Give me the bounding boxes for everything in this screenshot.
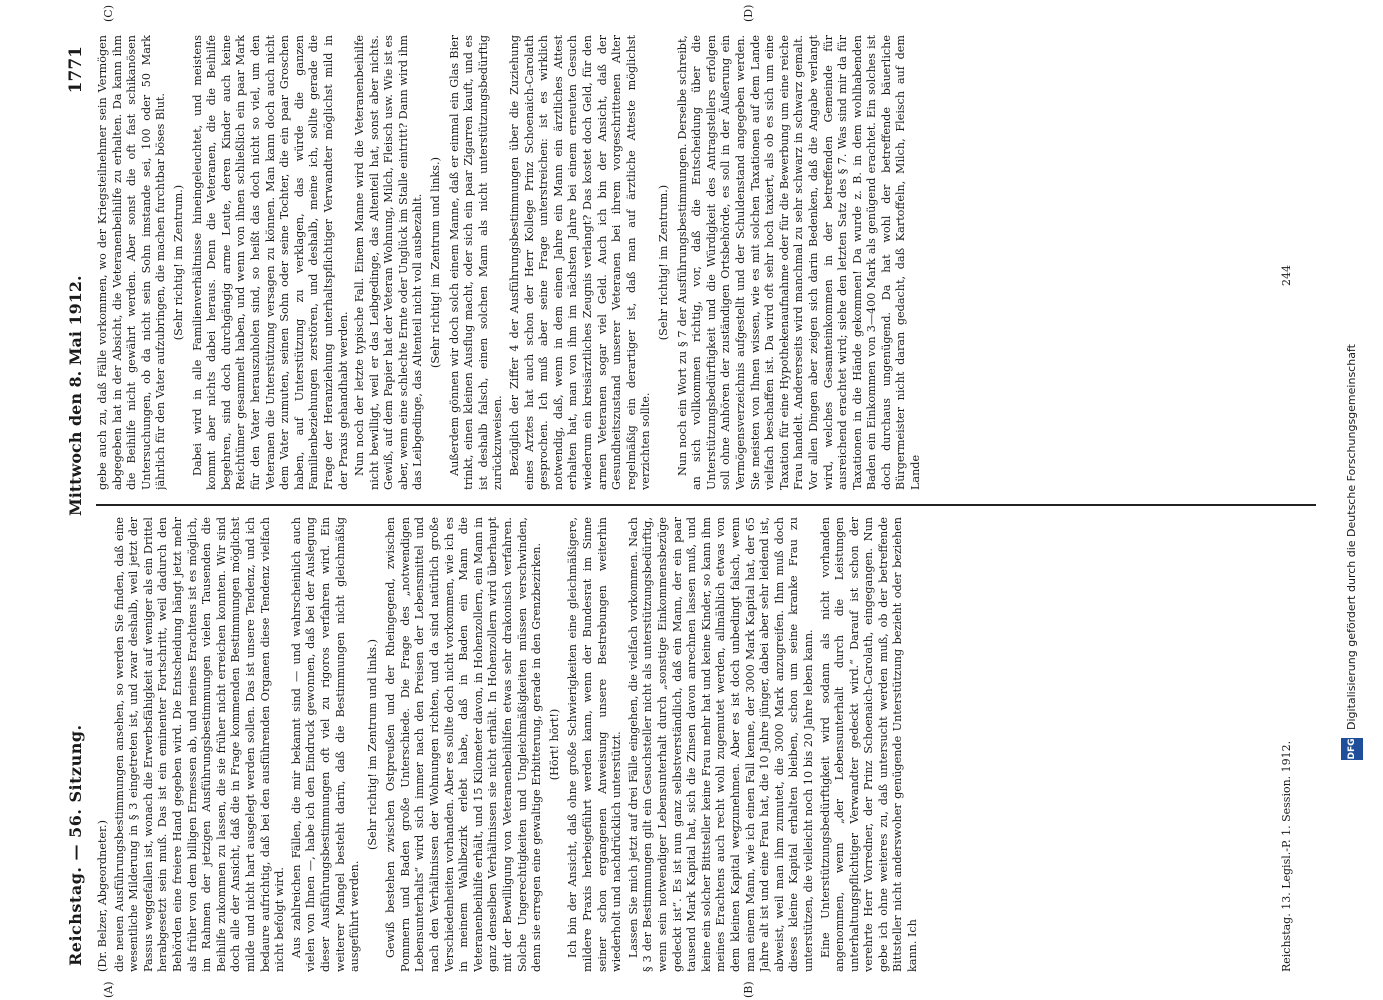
left-column [96, 517, 1276, 972]
dfg-logo-icon: DFG [1341, 738, 1363, 760]
left-paragraph: Lassen Sie mich jetzt auf drei Fälle eingehen, die vielfach vorkommen. Nach § 3 der Bestimmungen gilt ein Gesuchsteller nicht als unterstützungsbedürftig, wenn sein notwendiger Lebensunterhalt durch „sonstige Einkommensbezüge gedeckt ist“. Es ist nun ganz selbstverständlich, daß ein Mann, der ein paar tausend Mark Kapital hat, sich die Zinsen davon anrechnen lassen muß, und keine ein solcher Bittsteller keine Frau mehr hat und keine Kinder, so kann ihm meines Erachtens auch recht wohl zugemutet werden, allmählich etwas von dem kleinen Kapital wegzunehmen. Aber es ist doch unbedingt falsch, wenn man einem Mann, wie ich einen Fall kenne, der 3000 Mark Kapital hat, der 65 Jahre alt ist und eine Frau hat, die 10 Jahre jünger, dabei aber sehr leidend ist, abweist, weil man ihm zumutet, die 3000 Mark anzugreifen. Ihm muß doch dieses kleine Kapital erhalten bleiben, schon um seine kranke Frau zu unterstützen, die vielleicht noch 10 bis 20 Jahre leben kann. [626, 517, 815, 972]
right-paragraph: Dabei wird in alle Familienverhältnisse hineingeleuchtet, und meistens kommt aber nichts dabei heraus. Denn die Veteranen, die die Beihilfe begehren, sind doch durchgängig arme Leute, deren Kinder auch keine Reichtümer gesammelt haben, und wenn von ihnen schließlich ein paar Mark für den Vater herauszuholen sind, so heißt das doch nicht so viel, um den Veteranen die Unterstützung versagen zu können. Man kann doch auch nicht dem Vater zumuten, seinen Sohn oder seine Tochter, die ein paar Groschen haben, auf Unterstützung zu verklagen, das würde die ganzen Familienbeziehungen zerstören, und deshalb, meine ich, sollte gerade die Frage der Heranziehung unterhaltspflichtiger Verwandter möglichst mild in der Praxis gehandhabt werden. [190, 35, 350, 490]
left-paragraph: Eine Unterstützungsbedürftigkeit wird sodann als nicht vorhanden angenommen, wenn „der Lebensunterhalt durch die Leistungen unterhaltungspflichtiger Verwandter gedeckt wird.“ Darauf ist schon der verehrte Herr Vorredner, der Prinz Schoenaich-Carolath, eingegangen. Nun gebe ich ohne weiteres zu, daß untersucht werden muß, ob der betreffende Bittsteller nicht anderswoher genügende Unterstützung bezieht oder beziehen kann. Ich [818, 517, 920, 972]
interjection: (Sehr richtig! im Zentrum.) [171, 184, 185, 341]
left-paragraph: Aus zahlreichen Fällen, die mir bekannt sind — und wahrscheinlich auch vielen von Ihnen —, habe ich den Eindruck gewonnen, daß bei der Auslegung dieser Ausführungsbestimmungen oft viel zu rigoros verfahren wird. Ein weiterer Mangel besteht darin, daß die Bestimmungen nicht gleichmäßig ausgeführt werden. [289, 517, 362, 972]
left-paragraph: Gewiß bestehen zwischen Ostpreußen und der Rheingegend, zwischen Pommern und Baden große Unterschiede. Die Frage des „notwendigen Lebensunterhalts“ wird sich immer nach den Preisen der Lebensmittel und nach den Verhältnissen der Wohnungen richten, und da sind natürlich große Verschiedenheiten vorhanden. Aber es sollte doch nicht vorkommen, wie ich es in meinem Wahlbezirk erlebt habe, daß in Baden ein Mann die Veteranenbeihilfe erhält, und 15 Kilometer davon, in Hohenzollern, ein Mann in ganz denselben Verhältnissen sie nicht erhält. In Hohenzollern wird überhaupt mit der Bewilligung von Veteranenbeihilfen etwas sehr drakonisch verfahren. Solche Ungerechtigkeiten und Ungleichmäßigkeiten müssen verschwinden, denn sie erregen eine gewaltige Erbitterung, gerade in den Grenzbezirken. [384, 517, 544, 972]
interjection: (Sehr richtig! im Zentrum und links.) [365, 639, 379, 850]
page-number: 1771 [66, 46, 86, 94]
dfg-credit-text: Digitalisierung gefördert durch die Deutsche Forschungsgemeinschaft [1345, 344, 1358, 730]
newspaper-page [62, 4, 1322, 998]
dfg-credit-strip [1335, 0, 1375, 760]
right-paragraph: Bezüglich der Ziffer 4 der Ausführungsbestimmungen über die Zuziehung eines Arztes hat auch schon der Herr Kollege Prinz Schoenaich-Carolath gesprochen. Ich muß aber seine Frage unterstreichen: ist es wirklich notwendig, daß, wenn in dem einen Jahre ein Mann ein ärztliches Attest erhalten hat, man von ihm im nächsten Jahre bei einem erneuten Gesuch wiederum ein kreisärztliches Zeugnis verlangt? Das kostet doch Geld, für den armen Veteranen sogar viel Geld. Auch ich bin der Ansicht, daß der Gesundheitszustand unserer Veteranen bei ihrem vorgeschrittenen Alter regelmäßig ein derartiger ist, daß man auf ärztliche Atteste möglichst verzichten sollte. [508, 35, 653, 490]
interjection: (Hört! hört!) [547, 708, 561, 781]
right-paragraph: Außerdem gönnen wir doch solch einem Manne, daß er einmal ein Glas Bier trinkt, einen kleinen Ausflug macht, oder sich ein paar Zigarren kauft, und es ist deshalb falsch, einen solchen Mann als nicht unterstützungsbedürftig zurückzuweisen. [447, 35, 505, 490]
margin-marker-d: (D) [742, 4, 755, 22]
page-footer: Reichstag. 13. Legisl.-P. 1. Session. 1912. [1280, 740, 1293, 972]
margin-marker-c: (C) [102, 5, 115, 22]
left-paragraph: die neuen Ausführungsbestimmungen ansehen, so werden Sie finden, daß eine wesentliche Milderung in § 3 eingetreten ist, und zwar deshalb, weil jetzt der Passus weggefallen ist, wonach die Erwerbsfähigkeit auf weniger als ein Drittel herabgesetzt sein muß. Das ist ein eminenter Fortschritt, weil dadurch den Behörden eine freiere Hand gegeben wird. Die Entscheidung hängt jetzt mehr als früher von dem billigen Ermessen ab, und meines Erachtens ist es möglich, im Rahmen der jetzigen Ausführungsbestimmungen vielen Tausenden die Beihilfe zukommen zu lassen, die sie früher nicht erreichen konnten. Wir sind doch alle der Ansicht, daß die in Frage kommenden Bestimmungen möglichst milde und nicht hart ausgelegt werden sollen. Das ist unsere Tendenz, und ich bedaure aufrichtig, daß bei den ausführenden Organen diese Tendenz vielfach nicht befolgt wird. [112, 517, 287, 972]
interjection: (Sehr richtig! im Zentrum und links.) [429, 157, 443, 368]
page-header [62, 26, 90, 986]
right-paragraph: Nun noch ein Wort zu § 7 der Ausführungsbestimmungen. Derselbe schreibt, an sich vollkommen richtig, vor, daß die Entscheidung über die Unterstützungsbedürftigkeit und die Würdigkeit des Antragstellers erfolgen soll ohne Anhören der zuständigen Ortsbehörde, es soll in der Äußerung ein Vermögensverzeichnis aufgestellt und der Schuldenstand angegeben werden. Sie meisten von Ihnen wissen, wie es mit solchen Taxationen auf dem Lande vielfach beschaffen ist. Da wird oft sehr hoch taxiert, als ob es sich um eine Taxation für eine Hypothekenaufnahme oder für die Bewerbung um eine reiche Frau handelt. Andererseits wird manchmal zu sehr schwarz in schwarz gemalt. Vor allen Dingen aber zeigen sich darin Bedenken, daß die Angabe verlangt wird, welches Gesamteinkommen in der betreffenden Gemeinde für ausreichend erachtet wird; siehe den letzten Satz des § 7. Was sind mir da für Taxationen in die Hände gekommen! Da wurde z. B. in dem wohlhabenden Baden ein Einkommen von 3—400 Mark als genügend erachtet. Ein solches ist doch durchaus ungenügend. Da hat wohl der betreffende bäuerliche Bürgermeister nicht daran gedacht, daß Kartoffeln, Milch, Fleisch auf dem Lande [675, 35, 923, 490]
margin-marker-b: (B) [742, 981, 755, 998]
interjection: (Sehr richtig! im Zentrum.) [656, 184, 670, 341]
header-left: Reichstag. — 56. Sitzung. [66, 724, 85, 966]
header-date: Mittwoch den 8. Mai 1912. [66, 275, 85, 516]
column-divider [96, 504, 1316, 506]
right-column [96, 35, 1276, 490]
left-paragraph: Ich bin der Ansicht, daß ohne große Schwierigkeiten eine gleichmäßigere, mildere Praxis herbeigeführt werden kann, wenn der Bundesrat im Sinne seiner schon ergangenen Anweisung unsere Bestrebungen weiterhin wiederholt und nachdrücklich unterstützt. [566, 517, 624, 972]
signature-number: 244 [1280, 265, 1293, 286]
speaker-label: (Dr. Belzer, Abgeordneter.) [96, 820, 109, 972]
margin-marker-a: (A) [102, 981, 115, 998]
right-paragraph: gebe auch zu, daß Fälle vorkommen, wo der Kriegsteilnehmer sein Vermögen abgegeben hat in der Absicht, die Veteranenbeihilfe zu erhalten. Da kann ihm die Beihilfe nicht gewährt werden. Aber sonst die oft fast schikanösen Untersuchungen, ob da nicht sein Sohn imstande sei, 100 oder 50 Mark jährlich für den Vater aufzubringen, die machen furchtbar böses Blut. [96, 35, 168, 490]
right-paragraph: Nun noch der letzte typische Fall. Einem Manne wird die Veteranenbeihilfe nicht bewilligt, weil er das Leibgedinge, das Altenteil hat, sonst aber nichts. Gewiß, auf dem Papier hat der Veteran Wohnung, Milch, Fleisch usw. Wie ist es aber, wenn eine schlechte Ernte oder Unglück im Stalle eintritt? Dann wird ihm das Leibgedinge, das Altenteil nicht voll ausbezahlt. [353, 35, 425, 490]
